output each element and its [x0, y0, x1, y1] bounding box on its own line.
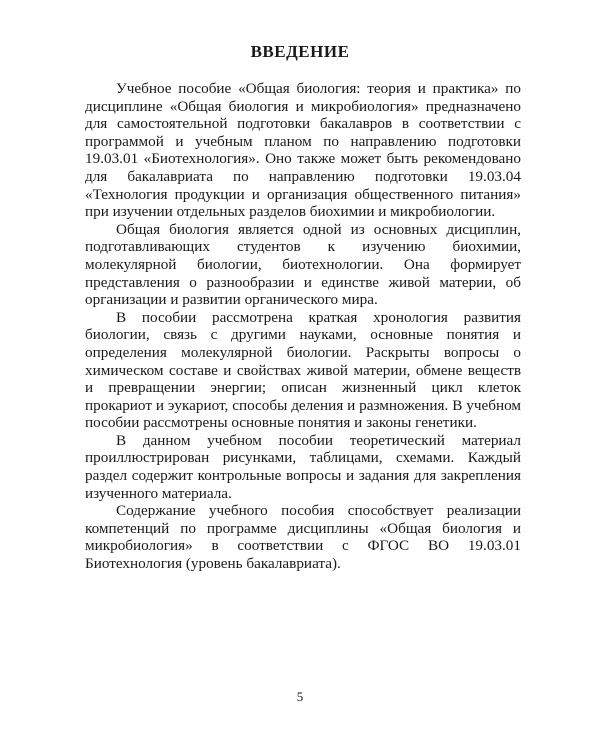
paragraph-5: Содержание учебного пособия способствует реализации компетенций по программе дисциплины «Общая биология и микробиология» в соответствии с ФГОС ВО 19.03.01 Биотехнология (уровень бакалавриата). — [85, 502, 521, 573]
page-number: 5 — [296, 689, 304, 704]
body-text — [85, 80, 521, 573]
paragraph-1: Учебное пособие «Общая биология: теория и практика» по дисциплине «Общая биология и микробиология» предназначено для самостоятельной подготовки бакалавров в соответствии с программой и учебным планом по направлению подготовки 19.03.01 «Биотехнология». Оно также может быть рекомендовано для бакалавриата по направлению подготовки 19.03.04 «Технология продукции и организация общественного питания» при изучении отдельных разделов биохимии и микробиологии. — [85, 80, 521, 221]
paragraph-2: Общая биология является одной из основных дисциплин, подготавливающих студентов к изучению биохимии, молекулярной биологии, биотехнологии. Она формирует представления о разнообразии и единстве живой материи, об организации и развитии органического мира. — [85, 220, 521, 309]
page-title: ВВЕДЕНИЕ — [250, 42, 350, 61]
paragraph-3: В пособии рассмотрена краткая хронология развития биологии, связь с другими науками, основные понятия и определения молекулярной биологии. Раскрыты вопросы о химическом составе и свойствах живой материи, обмене веществ и превращении энергии; описан жизненный цикл клеток прокариот и эукариот, способы деления и размножения. В учебном пособии рассмотрены основные понятия и законы генетики. — [85, 308, 521, 432]
paragraph-4: В данном учебном пособии теоретический материал проиллюстрирован рисунками, таблицами, схемами. Каждый раздел содержит контрольные вопросы и задания для закрепления изученного материала. — [85, 431, 521, 502]
